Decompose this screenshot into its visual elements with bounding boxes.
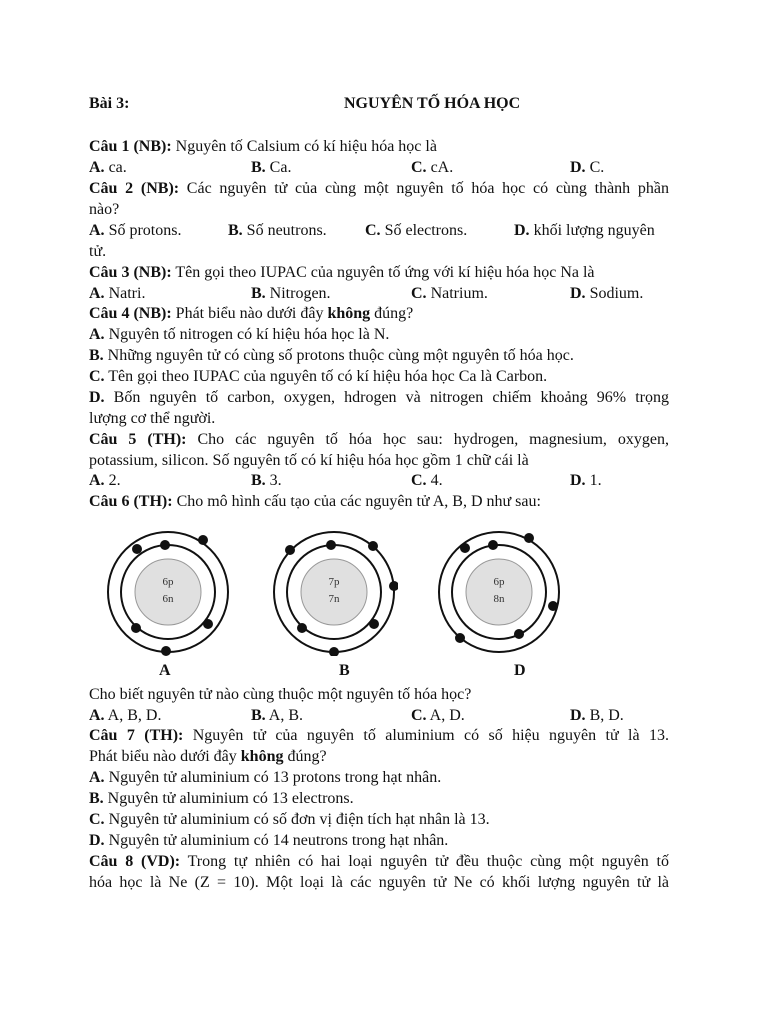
q4-option-c: C. Tên gọi theo IUPAC của nguyên tố có kí hiệu hóa học Ca là Carbon. <box>89 368 548 385</box>
question-8-cont: hóa học là Ne (Z = 10). Một loại là các nguyên tử Ne có khối lượng nguyên tử là <box>89 874 669 891</box>
q2-option-d: D. khối lượng nguyên <box>514 222 655 239</box>
q1-option-a: A. ca. <box>89 159 127 176</box>
atom-d-diagram <box>435 528 563 656</box>
q5-option-b: B. 3. <box>251 472 282 489</box>
electron-dot <box>488 540 498 550</box>
question-6: Câu 6 (TH): Cho mô hình cấu tạo của các nguyên tử A, B, D như sau: <box>89 493 541 510</box>
electron-dot <box>389 581 398 591</box>
q1-option-c: C. cA. <box>411 159 454 176</box>
atom-b-label: B <box>339 662 350 679</box>
electron-dot <box>203 619 213 629</box>
q5-option-c: C. 4. <box>411 472 443 489</box>
q4-option-d-cont: lượng cơ thể người. <box>89 410 216 427</box>
electron-dot <box>132 544 142 554</box>
q3-option-d: D. Sodium. <box>570 285 644 302</box>
electron-dot <box>198 535 208 545</box>
electron-dot <box>326 540 336 550</box>
atom-d-svg <box>435 528 563 656</box>
q3-option-b: B. Nitrogen. <box>251 285 331 302</box>
question-7: Câu 7 (TH): Nguyên tử của nguyên tố aluminium có số hiệu nguyên tử là 13. <box>89 727 669 744</box>
q1-option-d: D. C. <box>570 159 605 176</box>
q2-option-b: B. Số neutrons. <box>228 222 327 239</box>
q2-option-d-cont: tử. <box>89 243 107 260</box>
question-7-cont: Phát biểu nào dưới đây không đúng? <box>89 748 327 765</box>
q2-option-a: A. Số protons. <box>89 222 182 239</box>
question-3: Câu 3 (NB): Tên gọi theo IUPAC của nguyên tố ứng với kí hiệu hóa học Na là <box>89 264 595 281</box>
atom-a-label: A <box>159 662 171 679</box>
q6-option-d: D. B, D. <box>570 707 624 724</box>
question-1: Câu 1 (NB): Nguyên tố Calsium có kí hiệu hóa học là <box>89 138 437 155</box>
q7-option-c: C. Nguyên tử aluminium có số đơn vị điện tích hạt nhân là 13. <box>89 811 490 828</box>
electron-dot <box>369 619 379 629</box>
electron-dot <box>524 533 534 543</box>
electron-dot <box>514 629 524 639</box>
q6-option-a: A. A, B, D. <box>89 707 162 724</box>
q3-option-a: A. Natri. <box>89 285 146 302</box>
question-4: Câu 4 (NB): Phát biểu nào dưới đây không đúng? <box>89 305 414 322</box>
atom-a-svg <box>104 528 232 656</box>
question-6-prompt: Cho biết nguyên tử nào cùng thuộc một nguyên tố hóa học? <box>89 686 472 703</box>
question-5: Câu 5 (TH): Cho các nguyên tố hóa học sau: hydrogen, magnesium, oxygen, <box>89 431 669 448</box>
q6-option-b: B. A, B. <box>251 707 304 724</box>
electron-dot <box>455 633 465 643</box>
page-title: NGUYÊN TỐ HÓA HỌC <box>344 95 521 112</box>
atom-b-protons: 7p <box>328 576 340 588</box>
atom-d-protons: 6p <box>493 576 505 588</box>
atom-b-neutrons: 7n <box>328 593 340 605</box>
electron-dot <box>131 623 141 633</box>
atom-b-svg <box>270 528 398 656</box>
atom-d-label: D <box>514 662 526 679</box>
question-5-cont: potassium, silicon. Số nguyên tố có kí hiệu hóa học gồm 1 chữ cái là <box>89 452 529 469</box>
electron-dot <box>161 646 171 656</box>
electron-dot <box>160 540 170 550</box>
q4-option-b: B. Những nguyên tử có cùng số protons thuộc cùng một nguyên tố hóa học. <box>89 347 574 364</box>
atom-d-neutrons: 8n <box>493 593 505 605</box>
q7-option-a: A. Nguyên tử aluminium có 13 protons trong hạt nhân. <box>89 769 442 786</box>
q4-option-d: D. Bốn nguyên tố carbon, oxygen, hdrogen và nitrogen chiếm khoảng 96% trọng <box>89 389 669 406</box>
question-8: Câu 8 (VD): Trong tự nhiên có hai loại nguyên tử đều thuộc cùng một nguyên tố <box>89 853 669 870</box>
atom-a-protons: 6p <box>162 576 174 588</box>
question-2-cont: nào? <box>89 201 120 218</box>
electron-dot <box>460 543 470 553</box>
electron-dot <box>548 601 558 611</box>
q3-option-c: C. Natrium. <box>411 285 488 302</box>
electron-dot <box>368 541 378 551</box>
atom-a-neutrons: 6n <box>162 593 174 605</box>
question-2: Câu 2 (NB): Các nguyên tử của cùng một nguyên tố hóa học có cùng thành phần <box>89 180 669 197</box>
electron-dot <box>285 545 295 555</box>
atom-b-diagram <box>270 528 398 656</box>
q7-option-d: D. Nguyên tử aluminium có 14 neutrons trong hạt nhân. <box>89 832 449 849</box>
electron-dot <box>329 647 339 656</box>
q1-option-b: B. Ca. <box>251 159 292 176</box>
q2-option-c: C. Số electrons. <box>365 222 468 239</box>
q7-option-b: B. Nguyên tử aluminium có 13 electrons. <box>89 790 354 807</box>
q5-option-d: D. 1. <box>570 472 602 489</box>
lesson-number: Bài 3: <box>89 95 130 112</box>
q4-option-a: A. Nguyên tố nitrogen có kí hiệu hóa học là N. <box>89 326 390 343</box>
electron-dot <box>297 623 307 633</box>
atom-a-diagram <box>104 528 232 656</box>
q6-option-c: C. A, D. <box>411 707 465 724</box>
q5-option-a: A. 2. <box>89 472 121 489</box>
